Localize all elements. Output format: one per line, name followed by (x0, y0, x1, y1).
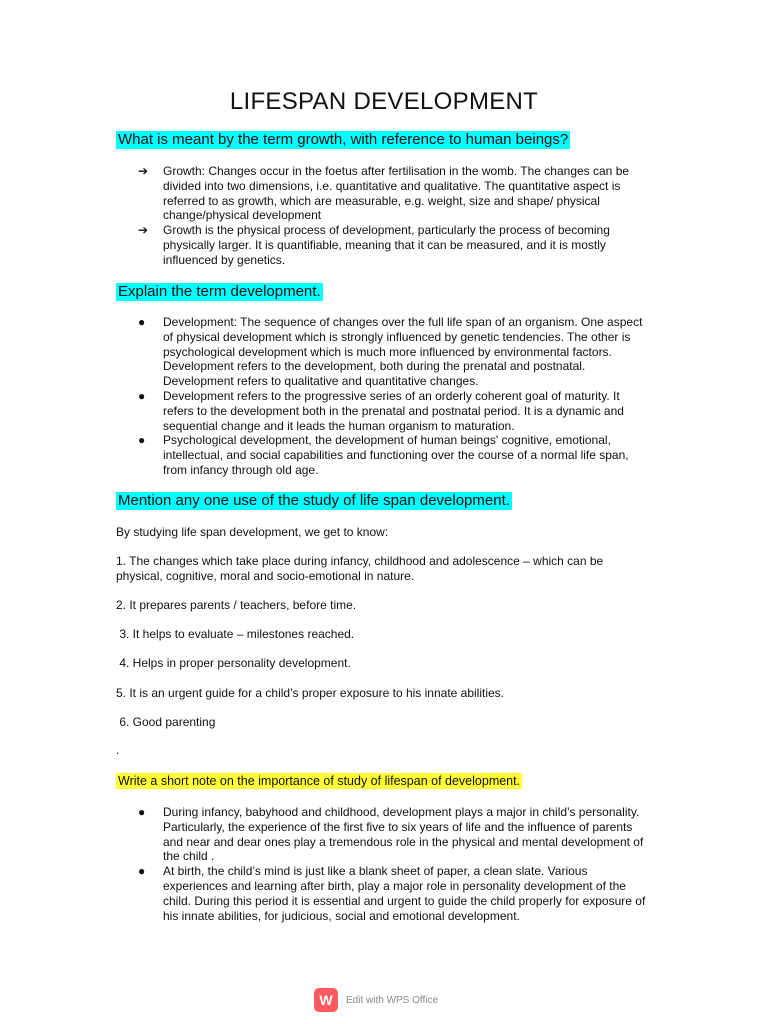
paragraph: 5. It is an urgent guide for a child’s proper exposure to his innate abilities. (116, 686, 505, 700)
growth-list (138, 164, 650, 268)
document-title: LIFESPAN DEVELOPMENT (229, 88, 539, 115)
list-item: ● At birth, the child’s mind is just like a blank sheet of paper, a clean slate. Various experiences and learning after birth, play a major role in personality development of the child. During this period it is essential and urgent to guide the child properly for exposure of his innate abilities, for judicious, social and emotional development. (138, 864, 646, 923)
heading-growth: What is meant by the term growth, with reference to human beings? (118, 131, 569, 148)
heading-uses: Mention any one use of the study of life span development. (118, 492, 510, 509)
arrow-icon: ➔ (138, 223, 149, 238)
paragraph: 6. Good parenting (116, 715, 216, 729)
bullet-icon: ● (138, 805, 146, 819)
wps-footer[interactable] (314, 988, 438, 1012)
paragraph: . (116, 743, 120, 757)
arrow-icon: ➔ (138, 164, 149, 178)
heading-importance: Write a short note on the importance of study of lifespan of development. (118, 774, 521, 788)
list-item: ● During infancy, babyhood and childhood, development plays a major in child’s personality. Particularly, the experience of the first five to six years of life and the influence of parents and near and dear ones play a tremendous role in the physical and mental development of the child . (138, 805, 644, 864)
paragraph: 1. The changes which take place during infancy, childhood and adolescence – which can be physical, cognitive, moral and socio-emotional in nature. (116, 554, 604, 583)
list-item: ● Psychological development, the development of human beings' cognitive, emotional, intellectual, and social capabilities and functioning over the course of a normal life span, from infancy through old age. (138, 433, 629, 477)
bullet-icon: ● (138, 864, 146, 879)
bullet-icon: ● (138, 388, 146, 403)
list-item: ● Development: The sequence of changes over the full life span of an organism. One aspect of physical development which is strongly influenced by genetic tendencies. The other is psychological development which is much more influenced by environmental factors. Development refers to the development, both during the prenatal and postnatal. Development refers to qualitative and quantitative changes. (138, 315, 643, 389)
footer-label: Edit with WPS Office (346, 994, 439, 1006)
paragraph: By studying life span development, we get to know: (116, 525, 389, 539)
paragraph: 4. Helps in proper personality development. (116, 656, 351, 670)
importance-list (138, 805, 650, 923)
paragraph: 3. It helps to evaluate – milestones reached. (116, 627, 355, 641)
paragraph: 2. It prepares parents / teachers, before time. (116, 598, 357, 612)
development-list (138, 315, 650, 478)
bullet-icon: ● (138, 433, 146, 448)
heading-development: Explain the term development. (118, 283, 321, 300)
list-item: ● Development refers to the progressive series of an orderly coherent goal of maturity. It refers to the development both in the prenatal and postnatal period. It is a dynamic and sequential change and it leads the human organism to maturation. (138, 388, 624, 433)
wps-logo-icon: W (314, 988, 338, 1012)
list-item: ➔ Growth: Changes occur in the foetus after fertilisation in the womb. The changes can be divided into two dimensions, i.e. quantitative and qualitative. The quantitative aspect is referred to as growth, which are measurable, e.g. weight, size and shape/ physical change/physical development (138, 164, 630, 223)
bullet-icon: ● (138, 315, 146, 329)
list-item: ➔ Growth is the physical process of development, particularly the process of becoming physically larger. It is quantifiable, meaning that it can be measured, and it is mostly influenced by genetics. (138, 223, 610, 267)
